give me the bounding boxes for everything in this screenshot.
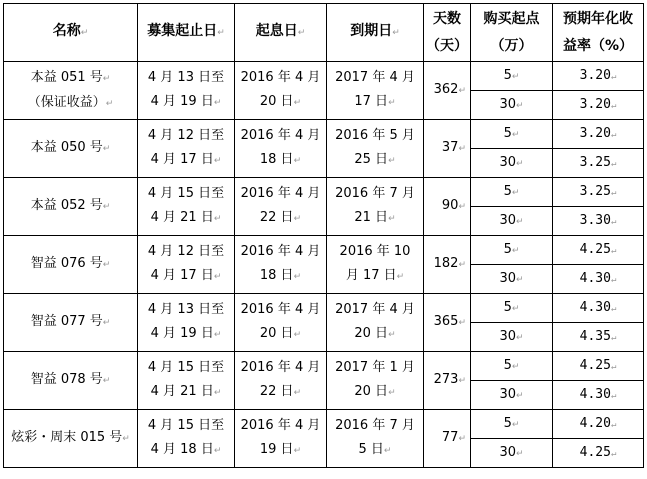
paragraph-mark-icon: ↵ [511, 71, 520, 82]
paragraph-mark-icon: ↵ [610, 216, 617, 227]
cell-text: 5 [503, 67, 512, 83]
paragraph-mark-icon: ↵ [610, 303, 617, 314]
maturity-date [327, 352, 424, 410]
cell-text: 4 月 13 日至 [147, 70, 225, 85]
paragraph-mark-icon: ↵ [458, 260, 466, 270]
cell-text: 智益 077 号 [30, 314, 103, 329]
paragraph-mark-icon: ↵ [293, 214, 302, 224]
raise-period [138, 410, 235, 468]
cell-text: 18 日 [259, 268, 294, 283]
cell-text: 3.20 [579, 125, 611, 141]
paragraph-mark-icon: ↵ [610, 361, 617, 372]
header-days [424, 4, 471, 62]
product-name [4, 62, 138, 120]
cell-text: 4.25 [579, 357, 611, 373]
min-purchase [471, 294, 553, 323]
cell-text: 2016 年 4 月 [240, 244, 321, 259]
paragraph-mark-icon: ↵ [293, 330, 302, 340]
term-days [424, 236, 471, 294]
paragraph-mark-icon: ↵ [383, 446, 392, 456]
min-purchase [471, 236, 553, 265]
cell-text: 炫彩・周末 015 号 [11, 430, 123, 445]
cell-text: 2017 年 4 月 [335, 302, 415, 317]
expected-yield [553, 381, 644, 410]
paragraph-mark-icon: ↵ [102, 202, 111, 212]
paragraph-mark-icon: ↵ [388, 156, 396, 166]
cell-text: 182 [433, 256, 459, 271]
cell-text: 4 月 17 日 [150, 152, 214, 167]
paragraph-mark-icon: ↵ [458, 202, 466, 212]
cell-text: 30 [499, 212, 516, 228]
product-name [4, 352, 138, 410]
cell-text: 4 月 15 日至 [147, 186, 225, 201]
cell-text: 4 月 17 日 [150, 268, 214, 283]
cell-text: （天） [426, 37, 468, 54]
product-row [4, 236, 644, 265]
cell-text: 2016 年 4 月 [240, 302, 321, 317]
min-purchase [471, 352, 553, 381]
paragraph-mark-icon: ↵ [102, 318, 111, 328]
cell-text: 18 日 [259, 152, 294, 167]
expected-yield [553, 439, 644, 468]
cell-text: 21 日 [354, 210, 389, 225]
cell-text: 3.20 [579, 96, 611, 112]
cell-text: 天数 [433, 10, 461, 27]
cell-text: 月 17 日 [345, 268, 397, 283]
paragraph-mark-icon: ↵ [213, 272, 222, 282]
cell-text: 3.30 [579, 212, 611, 228]
cell-text: 2016 年 4 月 [240, 128, 321, 143]
cell-text: 本益 050 号 [30, 140, 103, 155]
expected-yield [553, 91, 644, 120]
expected-yield [553, 120, 644, 149]
paragraph-mark-icon: ↵ [392, 28, 400, 38]
paragraph-mark-icon: ↵ [458, 144, 466, 154]
cell-text: 购买起点 [483, 10, 540, 27]
term-days [424, 294, 471, 352]
cell-text: 4.20 [579, 415, 611, 431]
cell-text: 4 月 15 日至 [147, 418, 225, 433]
cell-text: 25 日 [354, 152, 389, 167]
paragraph-mark-icon: ↵ [122, 434, 130, 444]
cell-text: 5 [503, 415, 512, 431]
cell-text: 20 日 [259, 326, 294, 341]
min-purchase [471, 120, 553, 149]
paragraph-mark-icon: ↵ [388, 388, 396, 398]
paragraph-mark-icon: ↵ [217, 28, 225, 38]
paragraph-mark-icon: ↵ [516, 332, 524, 343]
expected-yield [553, 265, 644, 294]
paragraph-mark-icon: ↵ [610, 245, 617, 256]
cell-text: 益率（%） [562, 37, 634, 54]
raise-period [138, 236, 235, 294]
raise-period [138, 294, 235, 352]
value-date [235, 236, 327, 294]
product-name [4, 294, 138, 352]
paragraph-mark-icon: ↵ [396, 272, 405, 282]
cell-text: 2017 年 1 月 [335, 360, 415, 375]
min-purchase [471, 62, 553, 91]
term-days [424, 62, 471, 120]
cell-text: 5 [503, 183, 512, 199]
paragraph-mark-icon: ↵ [458, 434, 466, 444]
paragraph-mark-icon: ↵ [610, 71, 617, 82]
header-raise-period [138, 4, 235, 62]
value-date [235, 410, 327, 468]
cell-text: 4.25 [579, 444, 611, 460]
cell-text: 30 [499, 328, 516, 344]
header-maturity-date [327, 4, 424, 62]
paragraph-mark-icon: ↵ [293, 446, 302, 456]
min-purchase [471, 410, 553, 439]
cell-text: 到期日 [350, 23, 393, 39]
cell-text: 20 日 [354, 326, 389, 341]
cell-text: 30 [499, 96, 516, 112]
cell-text: 募集起止日 [147, 23, 218, 39]
expected-yield [553, 178, 644, 207]
cell-text: 2016 年 7 月 [335, 186, 415, 201]
paragraph-mark-icon: ↵ [610, 390, 617, 401]
product-name [4, 236, 138, 294]
term-days [424, 352, 471, 410]
cell-text: 20 日 [259, 94, 294, 109]
header-value-date [235, 4, 327, 62]
product-name [4, 178, 138, 236]
cell-text: 预期年化收 [563, 10, 633, 27]
paragraph-mark-icon: ↵ [610, 129, 617, 140]
maturity-date [327, 294, 424, 352]
product-name [4, 410, 138, 468]
paragraph-mark-icon: ↵ [610, 419, 617, 430]
cell-text: 5 [503, 125, 512, 141]
cell-text: 5 日 [358, 442, 384, 457]
product-row [4, 294, 644, 323]
paragraph-mark-icon: ↵ [102, 376, 111, 386]
cell-text: 90 [441, 198, 459, 213]
expected-yield [553, 294, 644, 323]
cell-text: 37 [441, 140, 459, 155]
cell-text: 2016 年 7 月 [335, 418, 415, 433]
product-row [4, 62, 644, 91]
maturity-date [327, 178, 424, 236]
min-purchase [471, 178, 553, 207]
cell-text: 2017 年 4 月 [335, 70, 415, 85]
paragraph-mark-icon: ↵ [516, 448, 524, 459]
paragraph-mark-icon: ↵ [213, 330, 222, 340]
expected-yield [553, 62, 644, 91]
product-body [4, 62, 644, 468]
cell-text: 4 月 12 日至 [147, 244, 225, 259]
cell-text: 3.25 [579, 154, 611, 170]
header-row [4, 4, 644, 62]
cell-text: 4 月 12 日至 [147, 128, 225, 143]
cell-text: 4 月 21 日 [150, 210, 214, 225]
raise-period [138, 120, 235, 178]
cell-text: 2016 年 4 月 [240, 418, 321, 433]
cell-text: 22 日 [259, 210, 294, 225]
paragraph-mark-icon: ↵ [388, 214, 396, 224]
paragraph-mark-icon: ↵ [610, 332, 617, 343]
paragraph-mark-icon: ↵ [293, 156, 302, 166]
paragraph-mark-icon: ↵ [516, 274, 524, 285]
paragraph-mark-icon: ↵ [102, 260, 111, 270]
cell-text: 273 [433, 372, 459, 387]
cell-text: 2016 年 4 月 [240, 70, 321, 85]
expected-yield [553, 149, 644, 178]
value-date [235, 352, 327, 410]
expected-yield [553, 352, 644, 381]
expected-yield [553, 323, 644, 352]
cell-text: （万） [490, 37, 533, 54]
cell-text: 起息日 [255, 23, 298, 39]
cell-text: 22 日 [259, 384, 294, 399]
cell-text: 5 [503, 357, 512, 373]
cell-text: 5 [503, 241, 512, 257]
expected-yield [553, 236, 644, 265]
paragraph-mark-icon: ↵ [297, 28, 306, 38]
min-purchase [471, 439, 553, 468]
header-name [4, 4, 138, 62]
paragraph-mark-icon: ↵ [511, 187, 520, 198]
product-row [4, 178, 644, 207]
cell-text: 2016 年 10 [339, 244, 411, 259]
raise-period [138, 62, 235, 120]
cell-text: 4 月 19 日 [150, 326, 214, 341]
paragraph-mark-icon: ↵ [610, 448, 617, 459]
value-date [235, 120, 327, 178]
paragraph-mark-icon: ↵ [213, 98, 222, 108]
min-purchase [471, 207, 553, 236]
cell-text: 3.20 [579, 67, 611, 83]
cell-text: 4.30 [579, 299, 611, 315]
term-days [424, 410, 471, 468]
raise-period [138, 352, 235, 410]
product-row [4, 120, 644, 149]
cell-text: 365 [433, 314, 459, 329]
min-purchase [471, 381, 553, 410]
cell-text: 30 [499, 154, 516, 170]
paragraph-mark-icon: ↵ [102, 73, 111, 84]
paragraph-mark-icon: ↵ [511, 245, 520, 256]
cell-text: 362 [433, 82, 459, 97]
paragraph-mark-icon: ↵ [105, 98, 114, 109]
paragraph-mark-icon: ↵ [516, 158, 524, 169]
cell-text: 4.25 [579, 241, 611, 257]
product-name [4, 120, 138, 178]
cell-text: 2016 年 4 月 [240, 360, 321, 375]
cell-text: 智益 076 号 [30, 256, 103, 271]
paragraph-mark-icon: ↵ [610, 274, 617, 285]
paragraph-mark-icon: ↵ [213, 214, 222, 224]
value-date [235, 62, 327, 120]
product-row [4, 410, 644, 439]
paragraph-mark-icon: ↵ [213, 446, 222, 456]
paragraph-mark-icon: ↵ [102, 144, 111, 154]
min-purchase [471, 91, 553, 120]
maturity-date [327, 120, 424, 178]
paragraph-mark-icon: ↵ [293, 388, 302, 398]
paragraph-mark-icon: ↵ [213, 388, 222, 398]
product-table [3, 3, 644, 468]
cell-text: 4 月 19 日 [150, 94, 214, 109]
cell-text: 5 [503, 299, 512, 315]
cell-text: 2016 年 4 月 [240, 186, 321, 201]
cell-text: 17 日 [354, 94, 389, 109]
product-row [4, 352, 644, 381]
min-purchase [471, 265, 553, 294]
value-date [235, 178, 327, 236]
paragraph-mark-icon: ↵ [80, 28, 89, 38]
term-days [424, 120, 471, 178]
maturity-date [327, 236, 424, 294]
cell-text: 20 日 [354, 384, 389, 399]
paragraph-mark-icon: ↵ [511, 303, 520, 314]
paragraph-mark-icon: ↵ [388, 330, 396, 340]
cell-text: 3.25 [579, 183, 611, 199]
raise-period [138, 178, 235, 236]
cell-text: 4 月 18 日 [150, 442, 214, 457]
paragraph-mark-icon: ↵ [293, 272, 302, 282]
paragraph-mark-icon: ↵ [293, 98, 302, 108]
cell-text: 本益 052 号 [30, 198, 103, 213]
paragraph-mark-icon: ↵ [458, 376, 466, 386]
cell-text: 4 月 13 日至 [147, 302, 225, 317]
paragraph-mark-icon: ↵ [610, 158, 617, 169]
paragraph-mark-icon: ↵ [516, 216, 524, 227]
paragraph-mark-icon: ↵ [511, 361, 520, 372]
paragraph-mark-icon: ↵ [610, 100, 617, 111]
cell-text: 4 月 15 日至 [147, 360, 225, 375]
cell-text: 智益 078 号 [30, 372, 103, 387]
min-purchase [471, 149, 553, 178]
cell-text: 名称 [52, 23, 81, 39]
cell-text: 本益 051 号 [30, 69, 103, 85]
paragraph-mark-icon: ↵ [511, 129, 520, 140]
min-purchase [471, 323, 553, 352]
value-date [235, 294, 327, 352]
cell-text: 30 [499, 444, 516, 460]
cell-text: 4.35 [579, 328, 611, 344]
cell-text: 30 [499, 386, 516, 402]
term-days [424, 178, 471, 236]
cell-text: 4.30 [579, 270, 611, 286]
cell-text: 30 [499, 270, 516, 286]
maturity-date [327, 410, 424, 468]
cell-text: （保证收益） [27, 94, 106, 110]
expected-yield [553, 207, 644, 236]
cell-text: 4.30 [579, 386, 611, 402]
cell-text: 77 [441, 430, 459, 445]
paragraph-mark-icon: ↵ [458, 86, 466, 96]
paragraph-mark-icon: ↵ [458, 318, 466, 328]
cell-text: 19 日 [259, 442, 294, 457]
header-min-purchase [471, 4, 553, 62]
cell-text: 4 月 21 日 [150, 384, 214, 399]
maturity-date [327, 62, 424, 120]
paragraph-mark-icon: ↵ [213, 156, 222, 166]
paragraph-mark-icon: ↵ [516, 390, 524, 401]
paragraph-mark-icon: ↵ [516, 100, 524, 111]
expected-yield [553, 410, 644, 439]
header-expected-yield [553, 4, 644, 62]
paragraph-mark-icon: ↵ [610, 187, 617, 198]
paragraph-mark-icon: ↵ [511, 419, 520, 430]
cell-text: 2016 年 5 月 [335, 128, 415, 143]
paragraph-mark-icon: ↵ [388, 98, 396, 108]
